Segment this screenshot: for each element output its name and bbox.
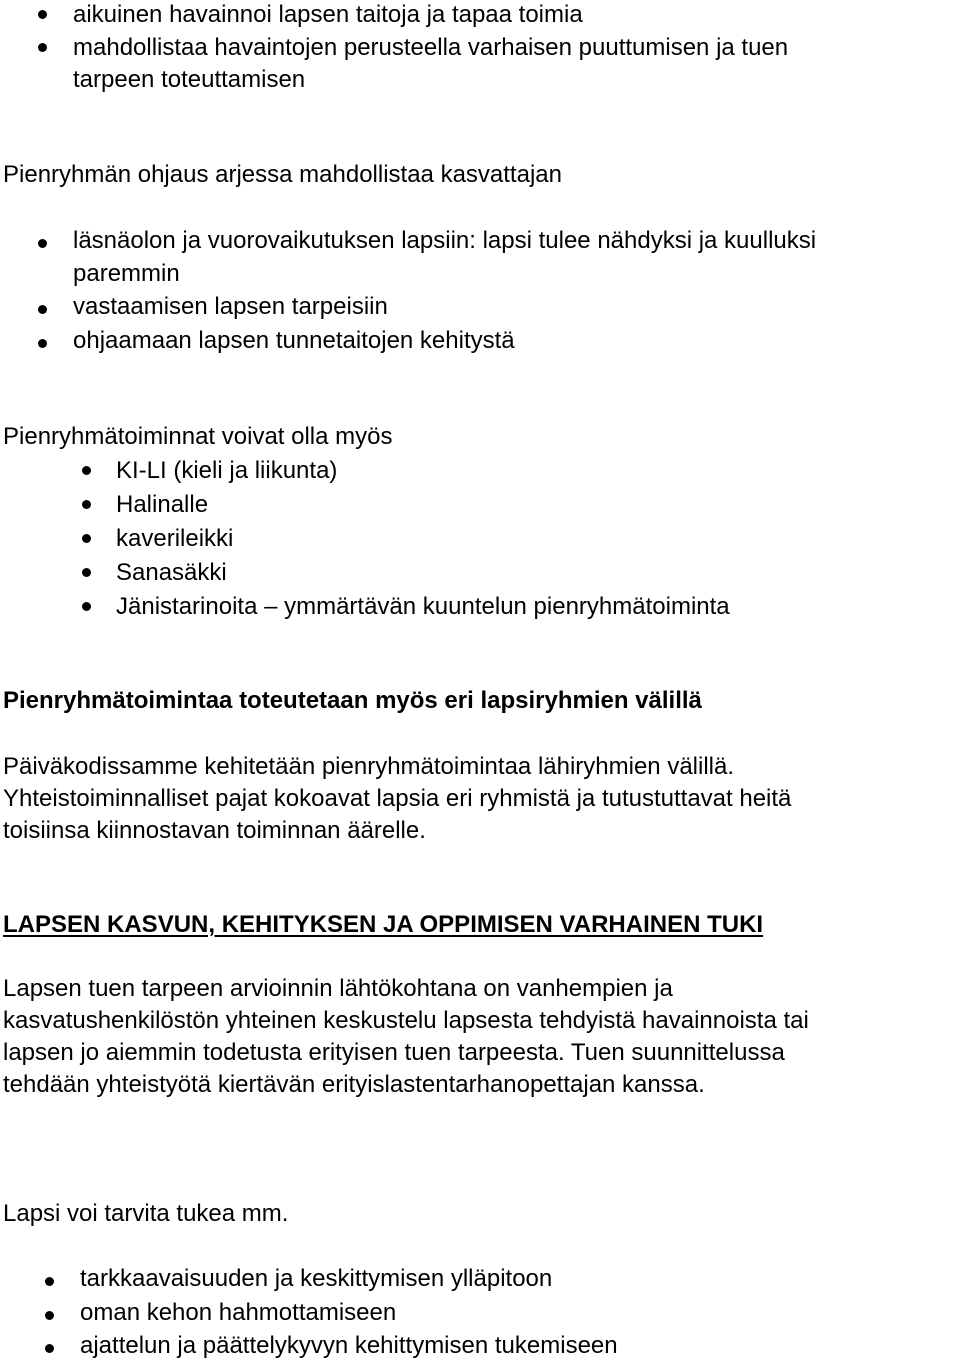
list-item: Sanasäkki [116,559,227,586]
bullet-icon [82,534,91,543]
list-item: KI-LI (kieli ja liikunta) [116,457,338,484]
bullet-icon [45,1277,54,1286]
list-item: kaverileikki [116,525,234,552]
list-item: mahdollistaa havaintojen perusteella varhaisen puuttumisen ja tuen [73,34,789,61]
list-item: läsnäolon ja vuorovaikutuksen lapsiin: lapsi tulee nähdyksi ja kuulluksi [73,227,817,254]
bullet-icon [45,1344,54,1353]
section-title: LAPSEN KASVUN, KEHITYKSEN JA OPPIMISEN VARHAINEN TUKI [3,911,764,938]
bullet-icon [38,239,47,248]
paragraph-line: Lapsen tuen tarpeen arvioinnin lähtökohtana on vanhempien ja [3,975,673,1002]
paragraph-line: tehdään yhteistyötä kiertävän erityislastentarhanopettajan kanssa. [3,1071,705,1098]
paragraph-line: lapsen jo aiemmin todetusta erityisen tuen tarpeesta. Tuen suunnittelussa [3,1039,785,1066]
list-item: Jänistarinoita – ymmärtävän kuuntelun pienryhmätoiminta [116,593,730,620]
list-item: ohjaamaan lapsen tunnetaitojen kehitystä [73,327,515,354]
section-heading: Pienryhmätoimintaa toteutetaan myös eri lapsiryhmien välillä [3,687,702,714]
list-item: Halinalle [116,491,209,518]
bullet-icon [82,466,91,475]
paragraph-line: kasvatushenkilöstön yhteinen keskustelu lapsesta tehdyistä havainnoista tai [3,1007,809,1034]
paragraph-line: toisiinsa kiinnostavan toiminnan äärelle. [3,817,426,844]
list-item: tarkkaavaisuuden ja keskittymisen ylläpitoon [80,1265,553,1292]
list-item: vastaamisen lapsen tarpeisiin [73,293,388,320]
list-item-continuation: paremmin [73,260,180,287]
list-item-continuation: tarpeen toteuttamisen [73,66,306,93]
paragraph-line: Yhteistoiminnalliset pajat kokoavat lapsia eri ryhmistä ja tutustuttavat heitä [3,785,792,812]
list-item: ajattelun ja päättelykyvyn kehittymisen tukemiseen [80,1332,618,1359]
bullet-icon [82,500,91,509]
list-item: aikuinen havainnoi lapsen taitoja ja tapaa toimia [73,1,583,28]
bullet-icon [38,339,47,348]
bullet-icon [38,10,47,19]
bullet-icon [45,1311,54,1320]
bullet-icon [82,568,91,577]
paragraph-lead: Pienryhmätoiminnat voivat olla myös [3,423,393,450]
bullet-icon [38,305,47,314]
bullet-icon [38,43,47,52]
list-item: oman kehon hahmottamiseen [80,1299,397,1326]
paragraph-line: Päiväkodissamme kehitetään pienryhmätoimintaa lähiryhmien välillä. [3,753,735,780]
paragraph-lead: Lapsi voi tarvita tukea mm. [3,1200,289,1227]
paragraph-lead: Pienryhmän ohjaus arjessa mahdollistaa kasvattajan [3,161,562,188]
bullet-icon [82,602,91,611]
